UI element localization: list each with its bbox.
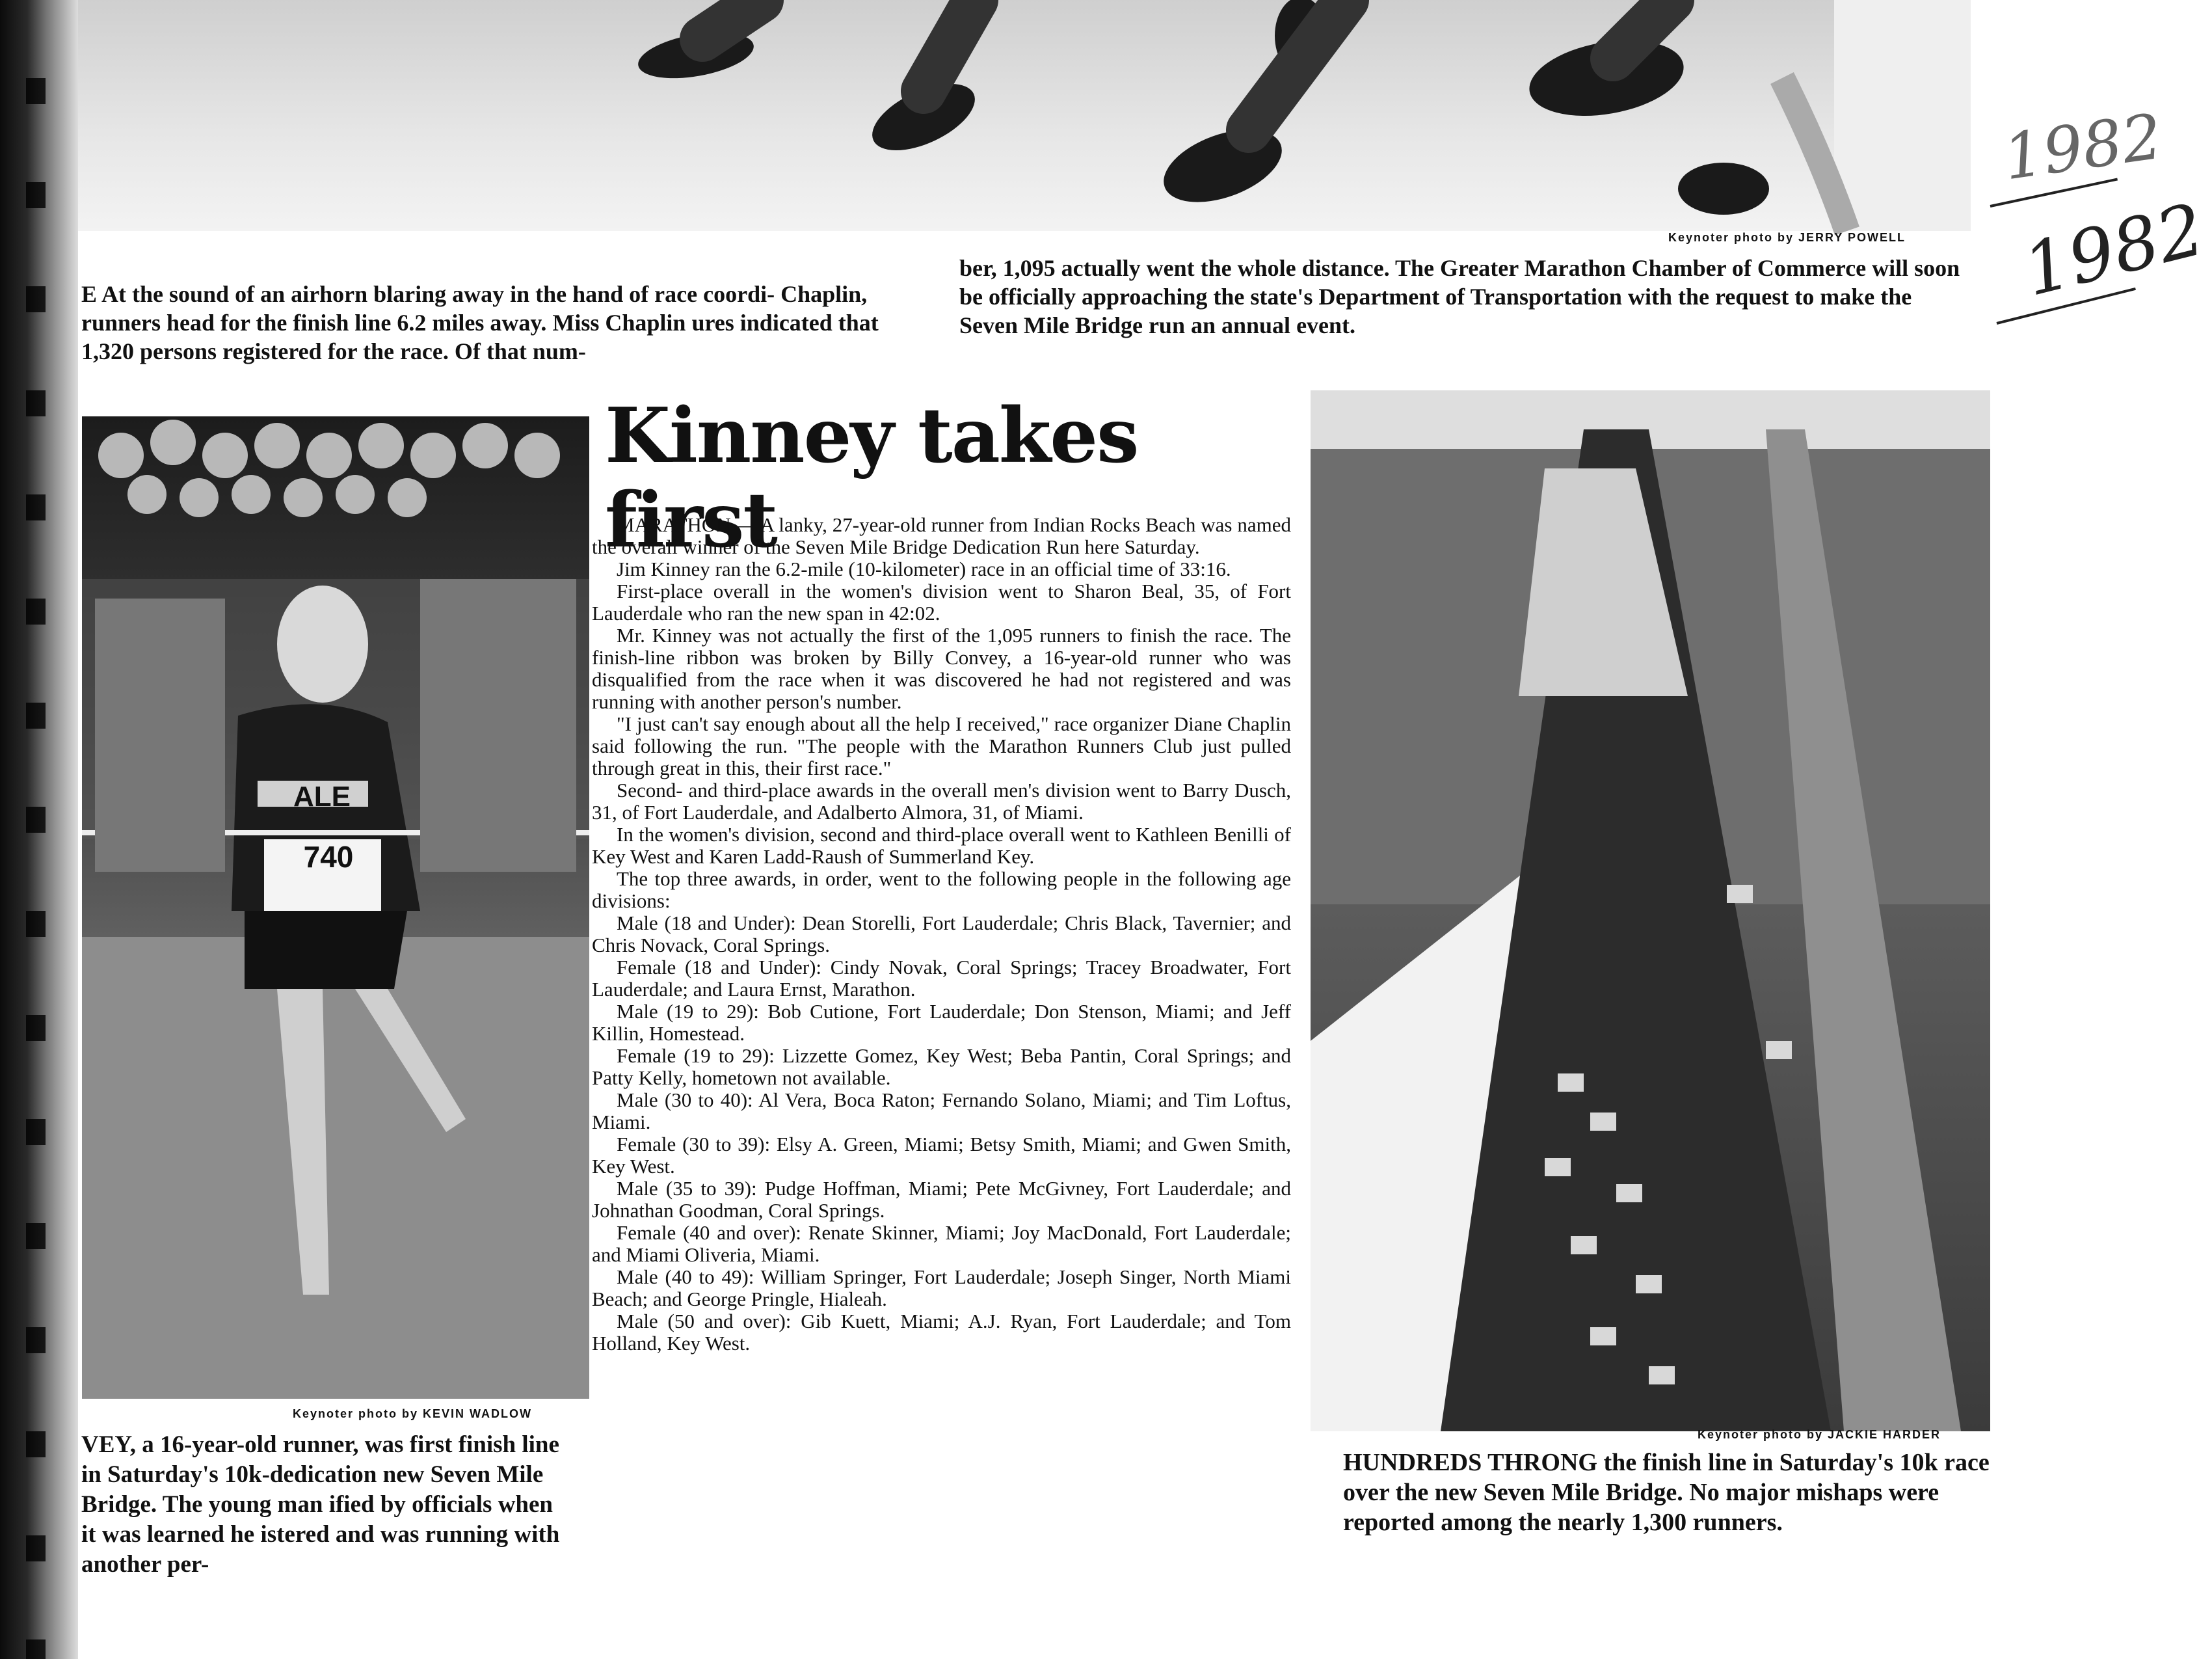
left-photo-credit: Keynoter photo by KEVIN WADLOW	[293, 1407, 532, 1420]
article-body	[592, 514, 1291, 1355]
article-headline: Kinney takes first	[605, 392, 1138, 565]
article-paragraph: Male (50 and over): Gib Kuett, Miami; A.J. Ryan, Fort Lauderdale; and Tom Holland, Key West.	[592, 1310, 1291, 1355]
handwritten-year-lower: 1982	[2015, 187, 2212, 312]
article-paragraph: "I just can't say enough about all the help I received," race organizer Diane Chaplin said following the run. "The people with the Marathon Runners Club just pulled through great in this, their first race."	[592, 712, 1291, 779]
article-paragraph: In the women's division, second and third-place overall went to Kathleen Benilli of Key West and Karen Ladd-Raush of Summerland Key.	[592, 823, 1291, 868]
article-paragraph: Male (35 to 39): Pudge Hoffman, Miami; Pete McGivney, Fort Lauderdale; and Johnathan Goodman, Coral Springs.	[592, 1177, 1291, 1222]
article-paragraph: Female (19 to 29): Lizzette Gomez, Key West; Beba Pantin, Coral Springs; and Patty Kelly, hometown not available.	[592, 1044, 1291, 1089]
runners-legs-illustration	[78, 0, 1971, 231]
article-paragraph: First-place overall in the women's division went to Sharon Beal, 35, of Fort Lauderdale who ran the new span in 42:02.	[592, 580, 1291, 625]
article-paragraph: Male (18 and Under): Dean Storelli, Fort Lauderdale; Chris Black, Tavernier; and Chris Novack, Coral Springs.	[592, 911, 1291, 956]
article-paragraph: Male (30 to 40): Al Vera, Boca Raton; Fernando Solano, Miami; and Tim Loftus, Miami.	[592, 1088, 1291, 1133]
left-photo-runner-finish	[82, 416, 589, 1399]
article-paragraph: Jim Kinney ran the 6.2-mile (10-kilometer) race in an official time of 33:16.	[617, 558, 1231, 580]
article-paragraph: Second- and third-place awards in the overall men's division went to Barry Dusch, 31, of Fort Lauderdale, and Adalberto Almora, 31, of Miami.	[592, 779, 1291, 824]
article-paragraph: Female (18 and Under): Cindy Novak, Coral Springs; Tracey Broadwater, Fort Lauderdale; and Laura Ernst, Marathon.	[592, 956, 1291, 1001]
right-photo-caption: HUNDREDS THRONG the finish line in Saturday's 10k race over the new Seven Mile Bridge. No major mishaps were reported among the nearly 1,300 runners.	[1343, 1449, 1990, 1536]
article-paragraph: Male (19 to 29): Bob Cutione, Fort Lauderdale; Don Stenson, Miami; and Jeff Killin, Homestead.	[592, 1000, 1291, 1045]
binder-edge	[0, 0, 78, 1659]
top-photo-caption-left: E At the sound of an airhorn blaring away in the hand of race coordi- Chaplin, runners head for the finish line 6.2 miles away. Miss Chaplin ures indicated that 1,320 persons registered for the race. Of that num-	[81, 281, 879, 364]
article-paragraph: Female (30 to 39): Elsy A. Green, Miami; Betsy Smith, Miami; and Gwen Smith, Key West.	[592, 1133, 1291, 1178]
top-photo-caption-right: ber, 1,095 actually went the whole distance. The Greater Marathon Chamber of Commerce will soon be officially approaching the state's Department of Transportation with the request to make the Seven Mile Bridge run an annual event.	[959, 255, 1960, 338]
bridge-illustration	[1311, 390, 1990, 1431]
article-paragraph: Mr. Kinney was not actually the first of the 1,095 runners to finish the race. The finish-line ribbon was broken by Billy Convey, a 16-year-old runner who was disqualified from the race when it was discovered he had not registered and was running with another person's number.	[592, 624, 1291, 713]
left-photo-caption: VEY, a 16-year-old runner, was first finish line in Saturday's 10k-dedication new Seven Mile Bridge. The young man ified by officials when it was learned he istered and was running with another per-	[81, 1431, 560, 1578]
runner-bib-number: 740	[303, 840, 354, 874]
runner-shirt-text: ALE	[293, 781, 351, 813]
runner-illustration	[82, 416, 589, 1399]
top-photo-runners-feet	[78, 0, 1971, 231]
article-paragraph: Female (40 and over): Renate Skinner, Miami; Joy MacDonald, Fort Lauderdale; and Miami Oliveria, Miami.	[592, 1221, 1291, 1266]
right-photo-bridge-aerial	[1311, 390, 1990, 1431]
right-photo-credit: Keynoter photo by JACKIE HARDER	[1698, 1428, 1941, 1441]
binder-holes	[26, 0, 46, 1659]
article-paragraph: The top three awards, in order, went to the following people in the following age divisions:	[592, 867, 1291, 912]
article-paragraph: MARATHON — A lanky, 27-year-old runner from Indian Rocks Beach was named the overall winner of the Seven Mile Bridge Dedication Run here Saturday.	[592, 513, 1291, 558]
top-photo-credit: Keynoter photo by JERRY POWELL	[1668, 231, 1906, 244]
article-paragraph: Male (40 to 49): William Springer, Fort Lauderdale; Joseph Singer, North Miami Beach; and George Pringle, Hialeah.	[592, 1265, 1291, 1310]
handwritten-year-upper: 1982	[1999, 100, 2166, 195]
